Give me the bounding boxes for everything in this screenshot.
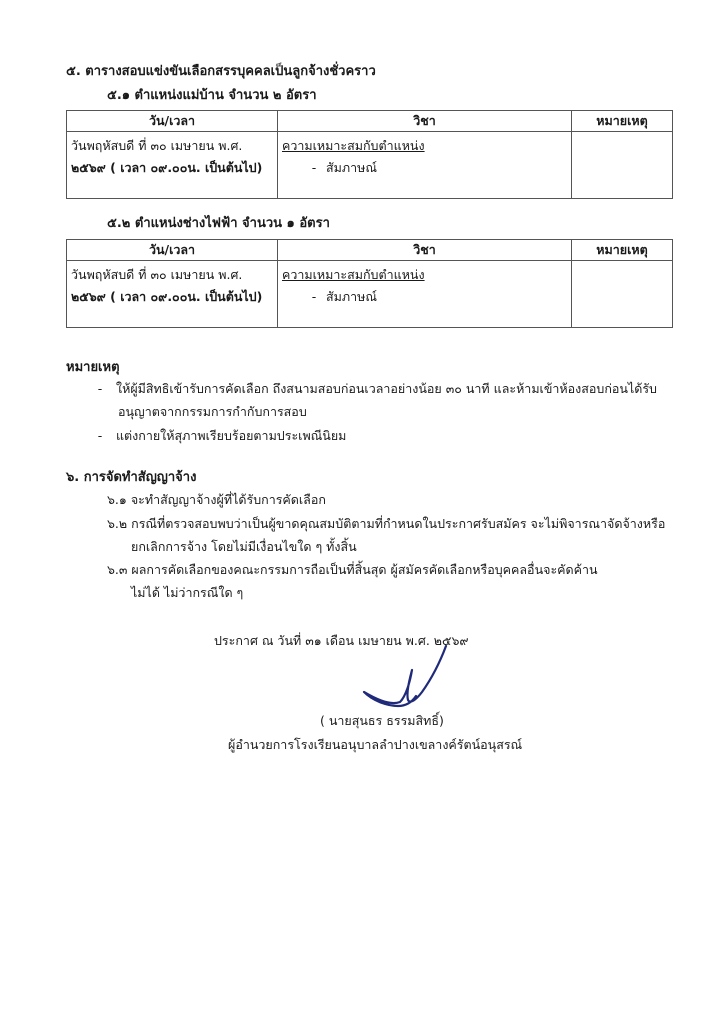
date-line-1: วันพฤหัสบดี ที่ ๓๐ เมษายน พ.ศ. [71,138,243,153]
subject-item: สัมภาษณ์ [326,160,377,175]
signature-image [350,640,460,720]
table-header-row [67,240,673,261]
signer-title: ผู้อำนวยการโรงเรียนอนุบาลลำปางเขลางค์รัตน์อนุสรณ์ [228,737,523,752]
remark-item-1-line-1: ให้ผู้มีสิทธิเข้ารับการคัดเลือก ถึงสนามสอบก่อนเวลาอย่างน้อย ๓๐ นาที และห้ามเข้าห้องสอบก่อนได้รับ [115,381,657,396]
bullet-dash: - [97,381,103,396]
subject-cell [278,132,572,199]
section-6-item-2-line-2: ยกเลิกการจ้าง โดยไม่มีเงื่อนไขใด ๆ ทั้งสิ้น [131,539,357,554]
date-cell [67,132,278,199]
column-header-date: วัน/เวลา [67,111,278,132]
subject-title: ความเหมาะสมกับตำแหน่ง [282,267,425,282]
section-6-item-3-line-1: ๖.๓ ผลการคัดเลือกของคณะกรรมการถือเป็นที่สิ้นสุด ผู้สมัครคัดเลือกหรือบุคคลอื่นจะคัดค้าน [107,562,598,577]
section-6-item-1: ๖.๑ จะทำสัญญาจ้างผู้ที่ได้รับการคัดเลือก [107,492,326,507]
date-line-2: ๒๕๖๙ ( เวลา ๐๙.๐๐น. เป็นต้นไป) [71,289,263,304]
section-6-item-3-line-2: ไม่ได้ ไม่ว่ากรณีใด ๆ [131,585,244,600]
signer-name: ( นายสุนธร ธรรมสิทธิ์) [320,713,444,728]
schedule-table-5-2 [66,239,673,328]
section-5-heading: ๕. ตารางสอบแข่งขันเลือกสรรบุคคลเป็นลูกจ้างชั่วคราว [66,64,376,79]
table-row [67,132,673,199]
subject-title: ความเหมาะสมกับตำแหน่ง [282,138,425,153]
remark-cell [572,132,673,199]
column-header-subject: วิชา [278,111,572,132]
remark-cell [572,261,673,328]
remark-item-1-line-2: อนุญาตจากกรรมการกำกับการสอบ [118,404,307,419]
announcement-date: ประกาศ ณ วันที่ ๓๑ เดือน เมษายน พ.ศ. ๒๕๖๙ [214,633,469,648]
date-line-2: ๒๕๖๙ ( เวลา ๐๙.๐๐น. เป็นต้นไป) [71,160,263,175]
subheading-5-2: ๕.๒ ตำแหน่งช่างไฟฟ้า จำนวน ๑ อัตรา [107,216,330,231]
remark-item-2 [88,426,346,446]
column-header-remark: หมายเหตุ [572,240,673,261]
column-header-subject: วิชา [278,240,572,261]
bullet-dash: - [311,289,317,304]
column-header-date: วัน/เวลา [67,240,278,261]
remark-item-2-text: แต่งกายให้สุภาพเรียบร้อยตามประเพณีนิยม [115,428,347,443]
schedule-table-5-1 [66,110,673,199]
table-header-row [67,111,673,132]
column-header-remark: หมายเหตุ [572,111,673,132]
section-6-item-2-line-1: ๖.๒ กรณีที่ตรวจสอบพบว่าเป็นผู้ขาดคุณสมบัติตามที่กำหนดในประกาศรับสมัคร จะไม่พิจารณาจัดจ้างหรือ [107,516,666,531]
subject-item: สัมภาษณ์ [326,289,377,304]
section-6-heading: ๖. การจัดทำสัญญาจ้าง [66,470,197,485]
date-cell [67,261,278,328]
date-line-1: วันพฤหัสบดี ที่ ๓๐ เมษายน พ.ศ. [71,267,243,282]
table-row [67,261,673,328]
remarks-heading: หมายเหตุ [66,360,120,375]
bullet-dash: - [97,428,103,443]
bullet-dash: - [311,160,317,175]
subject-cell [278,261,572,328]
subheading-5-1: ๕.๑ ตำแหน่งแม่บ้าน จำนวน ๒ อัตรา [107,88,317,103]
remark-item-1 [88,379,657,399]
